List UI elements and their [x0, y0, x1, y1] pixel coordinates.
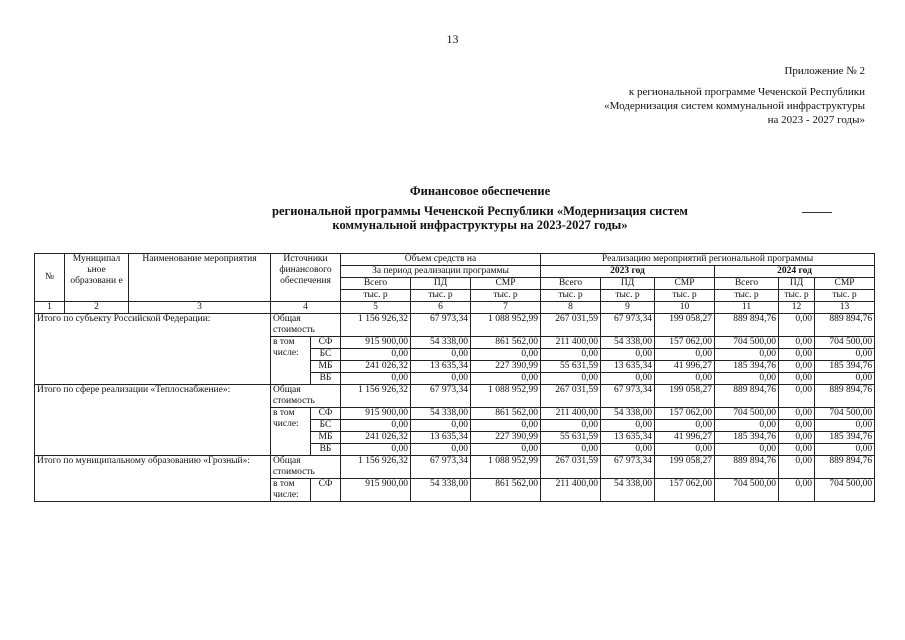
appendix-line: «Модернизация систем коммунальной инфраструктуры	[604, 100, 865, 112]
value-cell: 185 394,76	[815, 361, 875, 373]
value-cell: 0,00	[715, 420, 779, 432]
value-cell: 199 058,27	[655, 314, 715, 337]
value-cell: 0,00	[341, 420, 411, 432]
value-cell: 54 338,00	[601, 479, 655, 502]
value-cell: 915 900,00	[341, 337, 411, 349]
subtitle-line: региональной программы Чеченской Республики «Модернизация систем	[272, 204, 688, 218]
value-cell: 889 894,76	[815, 456, 875, 479]
value-cell: 54 338,00	[411, 408, 471, 420]
table-row-total	[35, 385, 875, 408]
header-unit: тыс. р	[779, 290, 815, 302]
header-unit: тыс. р	[601, 290, 655, 302]
value-cell: 0,00	[411, 420, 471, 432]
value-cell: 0,00	[601, 373, 655, 385]
value-cell: 67 973,34	[411, 385, 471, 408]
col-number: 5	[341, 302, 411, 314]
value-cell: 227 390,99	[471, 432, 541, 444]
value-cell: 199 058,27	[655, 385, 715, 408]
header-row	[35, 254, 875, 266]
value-cell: 267 031,59	[541, 385, 601, 408]
value-cell: 0,00	[601, 349, 655, 361]
value-cell: 54 338,00	[601, 408, 655, 420]
header-unit: тыс. р	[655, 290, 715, 302]
header-sources: Источники финансового обеспечения	[271, 254, 341, 302]
value-cell: 67 973,34	[601, 314, 655, 337]
value-cell: 0,00	[341, 444, 411, 456]
value-cell: 55 631,59	[541, 432, 601, 444]
source-code: БС	[311, 349, 341, 361]
value-cell: 861 562,00	[471, 337, 541, 349]
header-pd: ПД	[601, 278, 655, 290]
value-cell: 0,00	[541, 444, 601, 456]
value-cell: 889 894,76	[715, 314, 779, 337]
header-unit: тыс. р	[815, 290, 875, 302]
appendix-line: к региональной программе Чеченской Республики	[628, 86, 865, 98]
source-code: СФ	[311, 479, 341, 502]
col-number: 6	[411, 302, 471, 314]
header-year-2024: 2024 год	[715, 266, 875, 278]
col-number: 4	[271, 302, 341, 314]
value-cell: 0,00	[411, 349, 471, 361]
value-cell: 0,00	[471, 444, 541, 456]
document-subtitle	[180, 204, 780, 232]
appendix-title: Приложение № 2	[784, 65, 865, 77]
value-cell: 0,00	[341, 373, 411, 385]
value-cell: 157 062,00	[655, 479, 715, 502]
value-cell: 889 894,76	[815, 314, 875, 337]
page-number: 13	[446, 32, 459, 46]
col-number: 1	[35, 302, 65, 314]
value-cell: 41 996,27	[655, 361, 715, 373]
col-number: 2	[65, 302, 129, 314]
col-number: 11	[715, 302, 779, 314]
value-cell: 0,00	[815, 349, 875, 361]
header-pd: ПД	[779, 278, 815, 290]
value-cell: 1 156 926,32	[341, 456, 411, 479]
header-unit: тыс. р	[471, 290, 541, 302]
header-vsego: Всего	[541, 278, 601, 290]
value-cell: 0,00	[779, 373, 815, 385]
value-cell: 1 088 952,99	[471, 456, 541, 479]
source-code: ВБ	[311, 444, 341, 456]
financing-table	[34, 253, 875, 502]
value-cell: 0,00	[779, 385, 815, 408]
value-cell: 54 338,00	[411, 337, 471, 349]
header-year-2023: 2023 год	[541, 266, 715, 278]
value-cell: 0,00	[541, 373, 601, 385]
value-cell: 0,00	[815, 373, 875, 385]
value-cell: 0,00	[471, 373, 541, 385]
header-volume: Объем средств на	[341, 254, 541, 266]
value-cell: 199 058,27	[655, 456, 715, 479]
source-total: Общая стоимость	[271, 385, 341, 408]
value-cell: 67 973,34	[411, 456, 471, 479]
including-label: в том числе:	[271, 479, 311, 502]
including-label: в том числе:	[271, 408, 311, 456]
value-cell: 0,00	[779, 361, 815, 373]
header-period: За период реализации программы	[341, 266, 541, 278]
table-body	[35, 314, 875, 502]
value-cell: 0,00	[655, 444, 715, 456]
value-cell: 157 062,00	[655, 337, 715, 349]
value-cell: 185 394,76	[715, 432, 779, 444]
source-code: СФ	[311, 408, 341, 420]
value-cell: 241 026,32	[341, 361, 411, 373]
value-cell: 0,00	[779, 420, 815, 432]
value-cell: 1 156 926,32	[341, 385, 411, 408]
value-cell: 1 088 952,99	[471, 314, 541, 337]
value-cell: 0,00	[341, 349, 411, 361]
col-number: 8	[541, 302, 601, 314]
value-cell: 704 500,00	[815, 408, 875, 420]
value-cell: 1 156 926,32	[341, 314, 411, 337]
value-cell: 0,00	[815, 420, 875, 432]
value-cell: 0,00	[715, 444, 779, 456]
header-smr: СМР	[815, 278, 875, 290]
value-cell: 0,00	[541, 349, 601, 361]
value-cell: 227 390,99	[471, 361, 541, 373]
header-implementation: Реализацию мероприятий региональной программы	[541, 254, 875, 266]
value-cell: 0,00	[601, 420, 655, 432]
document-title: Финансовое обеспечение	[409, 184, 551, 198]
value-cell: 861 562,00	[471, 408, 541, 420]
header-vsego: Всего	[715, 278, 779, 290]
value-cell: 0,00	[815, 444, 875, 456]
value-cell: 889 894,76	[715, 456, 779, 479]
value-cell: 0,00	[601, 444, 655, 456]
value-cell: 157 062,00	[655, 408, 715, 420]
value-cell: 0,00	[471, 420, 541, 432]
value-cell: 54 338,00	[411, 479, 471, 502]
header-municipality: Муниципал ьное образовани е	[65, 254, 129, 302]
value-cell: 704 500,00	[715, 337, 779, 349]
value-cell: 211 400,00	[541, 479, 601, 502]
value-cell: 267 031,59	[541, 456, 601, 479]
value-cell: 0,00	[715, 373, 779, 385]
header-unit: тыс. р	[541, 290, 601, 302]
table-row-total	[35, 456, 875, 479]
value-cell: 267 031,59	[541, 314, 601, 337]
col-number: 7	[471, 302, 541, 314]
title-dash	[802, 212, 832, 213]
group-label: Итого по сфере реализации «Теплоснабжение»:	[35, 385, 271, 456]
value-cell: 0,00	[411, 373, 471, 385]
value-cell: 67 973,34	[601, 385, 655, 408]
value-cell: 0,00	[655, 373, 715, 385]
value-cell: 241 026,32	[341, 432, 411, 444]
value-cell: 0,00	[779, 337, 815, 349]
appendix-block	[604, 64, 865, 127]
including-label: в том числе:	[271, 337, 311, 385]
value-cell: 0,00	[541, 420, 601, 432]
source-code: БС	[311, 420, 341, 432]
value-cell: 915 900,00	[341, 408, 411, 420]
value-cell: 0,00	[411, 444, 471, 456]
value-cell: 704 500,00	[815, 479, 875, 502]
col-number: 9	[601, 302, 655, 314]
source-code: ВБ	[311, 373, 341, 385]
header-unit: тыс. р	[715, 290, 779, 302]
value-cell: 889 894,76	[815, 385, 875, 408]
source-code: СФ	[311, 337, 341, 349]
value-cell: 185 394,76	[715, 361, 779, 373]
header-num: №	[35, 254, 65, 302]
value-cell: 0,00	[779, 408, 815, 420]
header-unit: тыс. р	[411, 290, 471, 302]
value-cell: 0,00	[471, 349, 541, 361]
source-code: МБ	[311, 432, 341, 444]
value-cell: 211 400,00	[541, 337, 601, 349]
value-cell: 0,00	[655, 420, 715, 432]
subtitle-line: коммунальной инфраструктуры на 2023-2027 годы»	[332, 218, 628, 232]
col-number: 3	[129, 302, 271, 314]
group-label: Итого по муниципальному образованию «Грозный»:	[35, 456, 271, 502]
group-label: Итого по субъекту Российской Федерации:	[35, 314, 271, 385]
value-cell: 861 562,00	[471, 479, 541, 502]
value-cell: 704 500,00	[715, 479, 779, 502]
value-cell: 41 996,27	[655, 432, 715, 444]
value-cell: 0,00	[779, 444, 815, 456]
value-cell: 704 500,00	[715, 408, 779, 420]
value-cell: 55 631,59	[541, 361, 601, 373]
value-cell: 54 338,00	[601, 337, 655, 349]
value-cell: 704 500,00	[815, 337, 875, 349]
value-cell: 1 088 952,99	[471, 385, 541, 408]
value-cell: 13 635,34	[411, 432, 471, 444]
value-cell: 915 900,00	[341, 479, 411, 502]
header-vsego: Всего	[341, 278, 411, 290]
col-number: 10	[655, 302, 715, 314]
header-smr: СМР	[471, 278, 541, 290]
value-cell: 0,00	[779, 349, 815, 361]
value-cell: 185 394,76	[815, 432, 875, 444]
value-cell: 13 635,34	[411, 361, 471, 373]
table-row-total	[35, 314, 875, 337]
header-pd: ПД	[411, 278, 471, 290]
value-cell: 889 894,76	[715, 385, 779, 408]
value-cell: 13 635,34	[601, 361, 655, 373]
header-activity: Наименование мероприятия	[129, 254, 271, 302]
col-number: 12	[779, 302, 815, 314]
value-cell: 211 400,00	[541, 408, 601, 420]
value-cell: 13 635,34	[601, 432, 655, 444]
value-cell: 0,00	[779, 432, 815, 444]
source-total: Общая стоимость	[271, 314, 341, 337]
source-code: МБ	[311, 361, 341, 373]
value-cell: 0,00	[779, 479, 815, 502]
col-number: 13	[815, 302, 875, 314]
source-total: Общая стоимость	[271, 456, 341, 479]
value-cell: 0,00	[655, 349, 715, 361]
value-cell: 67 973,34	[411, 314, 471, 337]
header-smr: СМР	[655, 278, 715, 290]
value-cell: 0,00	[779, 456, 815, 479]
column-number-row	[35, 302, 875, 314]
header-unit: тыс. р	[341, 290, 411, 302]
appendix-line: на 2023 - 2027 годы»	[767, 114, 865, 126]
value-cell: 0,00	[715, 349, 779, 361]
value-cell: 67 973,34	[601, 456, 655, 479]
value-cell: 0,00	[779, 314, 815, 337]
